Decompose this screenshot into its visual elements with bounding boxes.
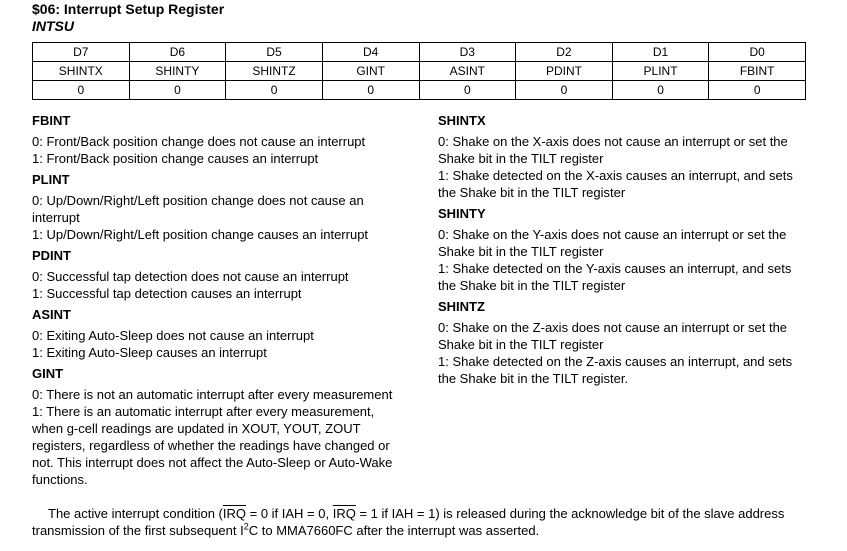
field-value-1: 1: Successful tap detection causes an interrupt <box>32 286 302 301</box>
bit-name-cell: SHINTX <box>33 62 130 81</box>
field-gint <box>32 365 404 488</box>
bit-default-cell: 0 <box>226 81 323 100</box>
field-value-1: 1: Front/Back position change causes an interrupt <box>32 151 319 166</box>
bit-default-row <box>33 81 806 100</box>
field-name: PDINT <box>32 248 71 263</box>
bit-name-cell: FBINT <box>709 62 806 81</box>
bit-default-cell: 0 <box>322 81 419 100</box>
field-shinty <box>438 205 810 294</box>
field-value-1: 1: Exiting Auto-Sleep causes an interrupt <box>32 345 267 360</box>
bit-default-cell: 0 <box>709 81 806 100</box>
field-name: GINT <box>32 366 64 381</box>
bit-position-cell: D4 <box>322 43 419 62</box>
field-value-0: 0: There is not an automatic interrupt after every measurement <box>32 387 393 402</box>
bit-position-cell: D3 <box>419 43 516 62</box>
irq-signal: $\overline{IRQ}$ <box>222 506 246 521</box>
bit-position-cell: D2 <box>516 43 613 62</box>
field-name: ASINT <box>32 307 71 322</box>
field-name: PLINT <box>32 172 70 187</box>
field-value-0: 0: Up/Down/Right/Left position change does not cause an interrupt <box>32 193 364 225</box>
bit-default-cell: 0 <box>129 81 226 100</box>
bit-position-cell: D1 <box>612 43 709 62</box>
note-text: = 1 if IAH = 1) is released during the acknowledge bit of the slave address transmission of the first subsequent I <box>32 506 785 538</box>
field-plint <box>32 171 404 243</box>
bit-name-row <box>33 62 806 81</box>
bit-name-cell: ASINT <box>419 62 516 81</box>
field-shintx <box>438 112 810 201</box>
irq-signal: $\overline{IRQ}$ <box>332 506 356 521</box>
field-value-1: 1: Shake detected on the X-axis causes an interrupt, and sets the Shake bit in the TILT register <box>438 168 793 200</box>
bit-position-cell: D7 <box>33 43 130 62</box>
register-title: $06: Interrupt Setup Register <box>32 1 225 17</box>
field-name: FBINT <box>32 113 71 128</box>
bit-name-cell: PLINT <box>612 62 709 81</box>
note-text: C to MMA7660FC after the interrupt was asserted. <box>248 523 540 538</box>
left-field-descriptions <box>32 108 404 488</box>
right-field-descriptions <box>438 108 810 387</box>
bit-position-cell: D0 <box>709 43 806 62</box>
field-value-0: 0: Exiting Auto-Sleep does not cause an interrupt <box>32 328 314 343</box>
field-shintz <box>438 298 810 387</box>
field-fbint <box>32 112 404 167</box>
field-asint <box>32 306 404 361</box>
note-text: The active interrupt condition ( <box>48 506 223 521</box>
note-text: = 0 if IAH = 0, <box>246 506 333 521</box>
field-name: SHINTY <box>438 206 486 221</box>
register-mnemonic: INTSU <box>32 18 74 34</box>
field-value-1: 1: Shake detected on the Y-axis causes an interrupt, and sets the Shake bit in the TILT register <box>438 261 792 293</box>
field-pdint <box>32 247 404 302</box>
field-value-1: 1: Up/Down/Right/Left position change causes an interrupt <box>32 227 369 242</box>
interrupt-release-note <box>32 505 812 539</box>
bit-name-cell: GINT <box>322 62 419 81</box>
field-value-0: 0: Successful tap detection does not cause an interrupt <box>32 269 349 284</box>
bit-default-cell: 0 <box>33 81 130 100</box>
superscript: 2 <box>243 521 249 532</box>
field-name: SHINTX <box>438 113 486 128</box>
field-name: SHINTZ <box>438 299 485 314</box>
bit-name-cell: PDINT <box>516 62 613 81</box>
bit-position-row <box>33 43 806 62</box>
bit-default-cell: 0 <box>612 81 709 100</box>
bit-default-cell: 0 <box>419 81 516 100</box>
field-value-0: 0: Shake on the Z-axis does not cause an interrupt or set the Shake bit in the TILT register <box>438 320 788 352</box>
register-bit-table <box>32 42 806 100</box>
field-value-1: 1: There is an automatic interrupt after every measurement, when g-cell readings are updated in XOUT, YOUT, ZOUT registers, regardless of whether the readings have changed or not. This interrupt does not affect the Auto-Sleep or Auto-Wake functions. <box>32 404 393 487</box>
field-value-0: 0: Front/Back position change does not cause an interrupt <box>32 134 366 149</box>
field-value-0: 0: Shake on the X-axis does not cause an interrupt or set the Shake bit in the TILT register <box>438 134 788 166</box>
bit-default-cell: 0 <box>516 81 613 100</box>
bit-position-cell: D5 <box>226 43 323 62</box>
field-value-0: 0: Shake on the Y-axis does not cause an interrupt or set the Shake bit in the TILT register <box>438 227 787 259</box>
bit-name-cell: SHINTZ <box>226 62 323 81</box>
field-value-1: 1: Shake detected on the Z-axis causes an interrupt, and sets the Shake bit in the TILT register. <box>438 354 793 386</box>
bit-position-cell: D6 <box>129 43 226 62</box>
bit-name-cell: SHINTY <box>129 62 226 81</box>
